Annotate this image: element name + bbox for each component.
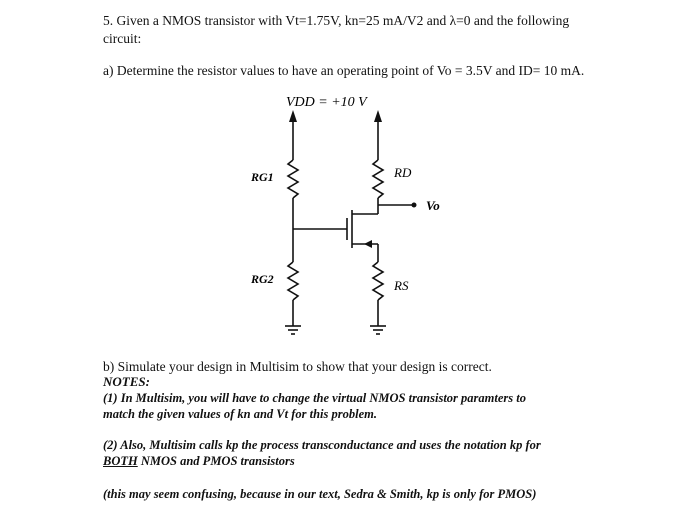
rs-resistor <box>373 262 383 300</box>
note3: (this may seem confusing, because in our text, Sedra & Smith, kp is only for PMOS) <box>103 487 537 501</box>
rg1-resistor <box>288 160 298 198</box>
rd-resistor <box>373 160 383 198</box>
problem-statement-line2: circuit: <box>103 31 142 46</box>
note1-line2: match the given values of kn and Vt for this problem. <box>103 407 377 421</box>
rd-label: RD <box>394 165 412 180</box>
vo-label: Vo <box>426 198 440 213</box>
rg2-resistor <box>288 262 298 300</box>
problem-statement-line1: 5. Given a NMOS transistor with Vt=1.75V, kn=25 mA/V2 and λ=0 and the following <box>103 13 570 28</box>
vdd-label: VDD = +10 V <box>286 95 367 110</box>
notes-heading: NOTES: <box>103 374 150 389</box>
rs-label: RS <box>394 278 409 293</box>
note2-both-underlined: BOTH <box>103 454 138 468</box>
rg1-label: RG1 <box>251 170 274 184</box>
note2-line2-rest: NMOS and PMOS transistors <box>137 454 295 468</box>
part-b-text: b) Simulate your design in Multisim to show that your design is correct. <box>103 359 492 374</box>
note2-line2 <box>103 453 295 469</box>
rg2-label: RG2 <box>251 272 274 286</box>
part-a-text: a) Determine the resistor values to have an operating point of Vo = 3.5V and ID= 10 mA. <box>103 63 585 78</box>
note1-line1: (1) In Multisim, you will have to change the virtual NMOS transistor paramters to <box>103 391 526 405</box>
note2-line1: (2) Also, Multisim calls kp the process transconductance and uses the notation kp for <box>103 438 541 452</box>
